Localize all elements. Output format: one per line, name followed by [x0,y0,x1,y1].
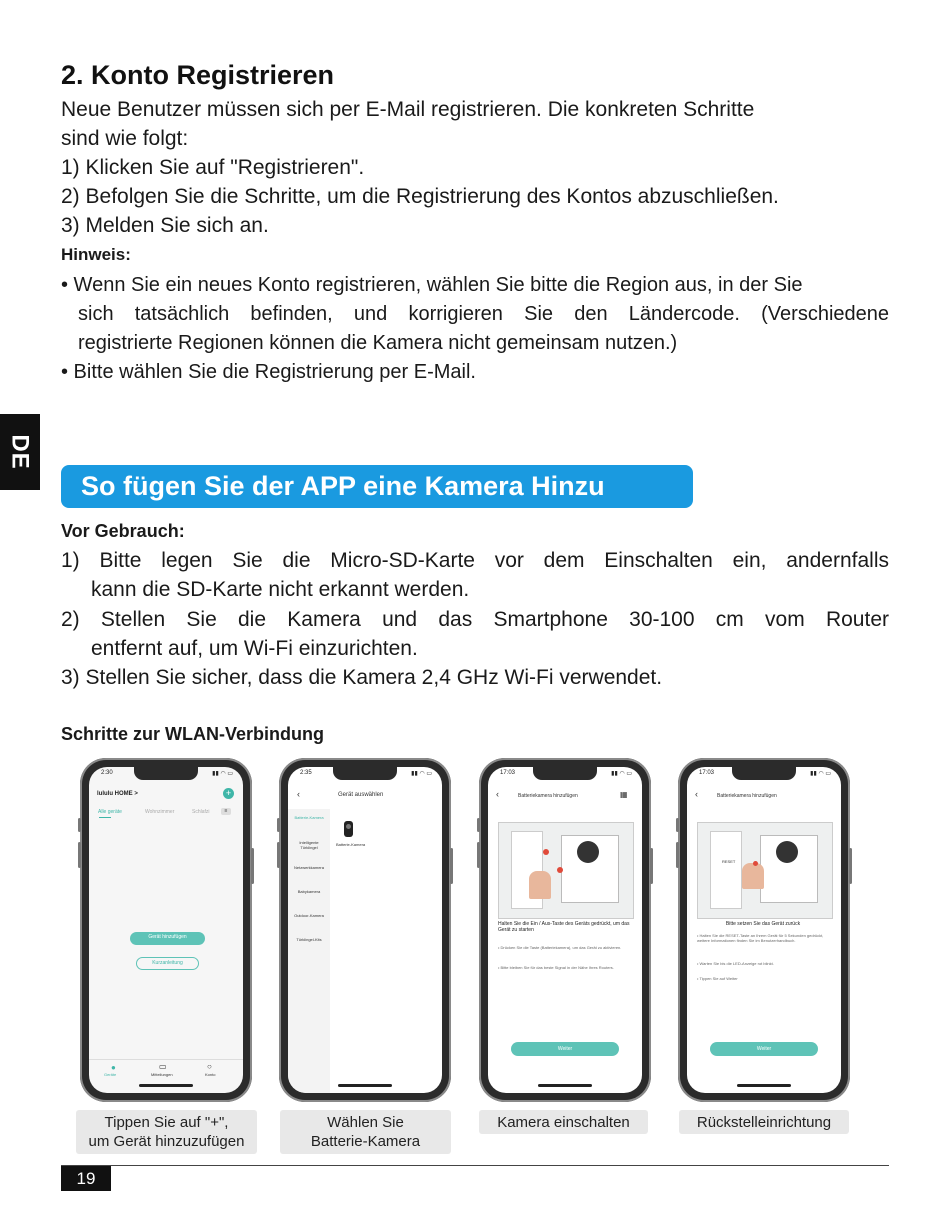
section-title-register: 2. Konto Registrieren [61,60,335,90]
menu-icon[interactable]: ≡ [221,808,231,815]
caption-reset [679,1110,849,1134]
phone-screen-reset [687,767,841,1093]
phone-screen-power-on [488,767,642,1093]
device-label[interactable]: Batterie-Kamera [336,842,366,847]
tab-living-room[interactable]: Wohnzimmer [145,809,175,815]
note-1-line-1: • Wenn Sie ein neues Konto registrieren, wählen Sie bitte die Region aus, in der Sie [61,274,803,296]
caption-power-on [479,1110,648,1134]
phone-screen-select-device [288,767,442,1093]
power-on-illustration [498,822,634,919]
reset-bullet-3: • Tippen Sie auf Weiter [697,976,738,981]
status-time: 2:30 [101,770,113,776]
back-arrow-icon[interactable]: ‹ [297,789,300,799]
power-on-bullet-1: • Drücken Sie die Taste (Batteriekamera), um das Gerät zu aktivieren. [498,945,622,950]
phone-mockup-power-on [479,758,651,1102]
category-network-camera[interactable]: Netzwerkkamera [293,865,324,870]
intro-line-2: sind wie folgt: [61,127,189,150]
category-doorbell-kits[interactable]: Türklingel-Kits [296,937,322,942]
note-1-line-3: registrierte Regionen können die Kamera nicht gemeinsam nutzen.) [78,332,678,354]
nav-devices-label[interactable]: Geräte [104,1072,117,1077]
language-tab-label: DE [7,434,34,470]
add-battery-camera-title: Batteriekamera hinzufügen [717,793,777,799]
messages-nav-icon[interactable]: ▭ [159,1062,167,1071]
phone-mockup-home [80,758,252,1102]
category-baby-camera[interactable]: Babykamera [297,889,321,894]
use-step-1-line-2: kann die SD-Karte nicht erkannt werden. [91,578,470,601]
use-step-2-line-1: 2) Stellen Sie die Kamera und das Smartphone 30-100 cm vom Router [61,608,889,631]
tab-all-devices[interactable]: Alle geräte [98,809,122,815]
back-arrow-icon[interactable]: ‹ [496,789,499,799]
note-1-line-2: sich tatsächlich befinden, und korrigieren Sie den Ländercode. (Verschiedene [78,303,889,325]
add-icon[interactable]: + [223,788,234,799]
status-icons: ▮▮ ◠ ▭ [411,771,432,777]
use-step-1-line-1: 1) Bitte legen Sie die Micro-SD-Karte vor dem Einschalten ein, andernfalls [61,549,889,572]
phone-screen-home [89,767,243,1093]
status-icons: ▮▮ ◠ ▭ [212,771,233,777]
next-button[interactable]: Weiter [511,1042,619,1056]
caption-reset-text: Rückstelleinrichtung [696,1113,832,1131]
tab-bedroom[interactable]: Schlafzi [192,809,210,815]
footer-divider [61,1165,889,1166]
caption-tap-plus-line-1: Tippen Sie auf "+", [104,1114,229,1131]
caption-select-battery-camera [280,1110,451,1154]
power-on-instruction: Halten Sie die Ein / Aus-Taste des Geräts gedrückt, um das Gerät zu starten [498,921,630,933]
nav-account-label[interactable]: Konto [205,1072,216,1077]
status-time: 17:03 [500,770,516,776]
status-icons: ▮▮ ◠ ▭ [810,771,831,777]
reset-label: RESET [722,859,736,864]
phone-mockup-select-device [279,758,451,1102]
caption-power-on-text: Kamera einschalten [497,1113,630,1131]
register-step-1: 1) Klicken Sie auf "Registrieren". [61,156,365,179]
power-on-bullet-2: • Bitte bleiben Sie für das beste Signal in der Nähe Ihres Routers. [498,965,614,970]
reset-bullet-2: • Warten Sie bis die LED-Anzeige rot blinkt. [697,961,774,966]
add-battery-camera-title: Batteriekamera hinzufügen [518,793,578,799]
register-step-3: 3) Melden Sie sich an. [61,214,269,237]
hint-title: Hinweis: [61,245,131,264]
short-guide-button[interactable]: Kurzanleitung [136,957,199,970]
reset-bullet-1: • Halten Sie die RESET-Taste an Ihrem Gerät für 5 Sekunden gedrückt, weitere Informationen finden Sie im Benutzerhandbuch. [697,933,824,943]
use-step-2-line-2: entfernt auf, um Wi-Fi einzurichten. [91,637,418,660]
reset-illustration [697,822,833,919]
register-step-2: 2) Befolgen Sie die Schritte, um die Registrierung des Kontos abzuschließen. [61,185,779,208]
nav-messages-label[interactable]: Mitteilungen [151,1072,173,1077]
caption-tap-plus-line-2: um Gerät hinzuzufügen [88,1133,245,1150]
status-time: 2:35 [300,770,312,776]
status-time: 17:03 [699,770,715,776]
back-arrow-icon[interactable]: ‹ [695,789,698,799]
intro-line-1: Neue Benutzer müssen sich per E-Mail registrieren. Die konkreten Schritte [61,98,755,121]
battery-camera-image[interactable] [344,821,353,837]
language-tab [0,414,40,490]
select-device-title: Gerät auswählen [338,792,384,798]
tab-indicator [99,817,111,818]
add-device-button[interactable]: Gerät hinzufügen [130,932,205,945]
before-use-title: Vor Gebrauch: [61,521,185,541]
page-number: 19 [61,1166,111,1191]
caption-tap-plus [76,1110,257,1154]
status-icons: ▮▮ ◠ ▭ [611,771,632,777]
qr-icon[interactable]: ▦ [620,790,628,799]
account-nav-icon[interactable]: ○ [207,1062,212,1071]
next-button[interactable]: Weiter [710,1042,818,1056]
category-smart-doorbell[interactable]: Intelligente Türklingel [299,840,319,850]
phone-mockup-reset [678,758,850,1102]
devices-nav-icon[interactable]: ● [111,1063,116,1072]
section-banner-add-camera: So fügen Sie der APP eine Kamera Hinzu [61,465,693,508]
category-outdoor-camera[interactable]: Outdoor-Kamera [294,913,324,918]
home-selector[interactable]: lululu HOME > [97,791,138,797]
caption-select-line-2: Batterie-Kamera [310,1133,421,1150]
use-step-3: 3) Stellen Sie sicher, dass die Kamera 2,4 GHz Wi-Fi verwendet. [61,666,663,689]
caption-select-line-1: Wählen Sie [327,1114,404,1131]
reset-instruction: Bitte setzen Sie das Gerät zurück [725,921,801,927]
note-2: • Bitte wählen Sie die Registrierung per E-Mail. [61,361,476,383]
wlan-steps-title: Schritte zur WLAN-Verbindung [61,724,324,744]
category-battery-camera[interactable]: Batterie-Kamera [294,815,324,820]
